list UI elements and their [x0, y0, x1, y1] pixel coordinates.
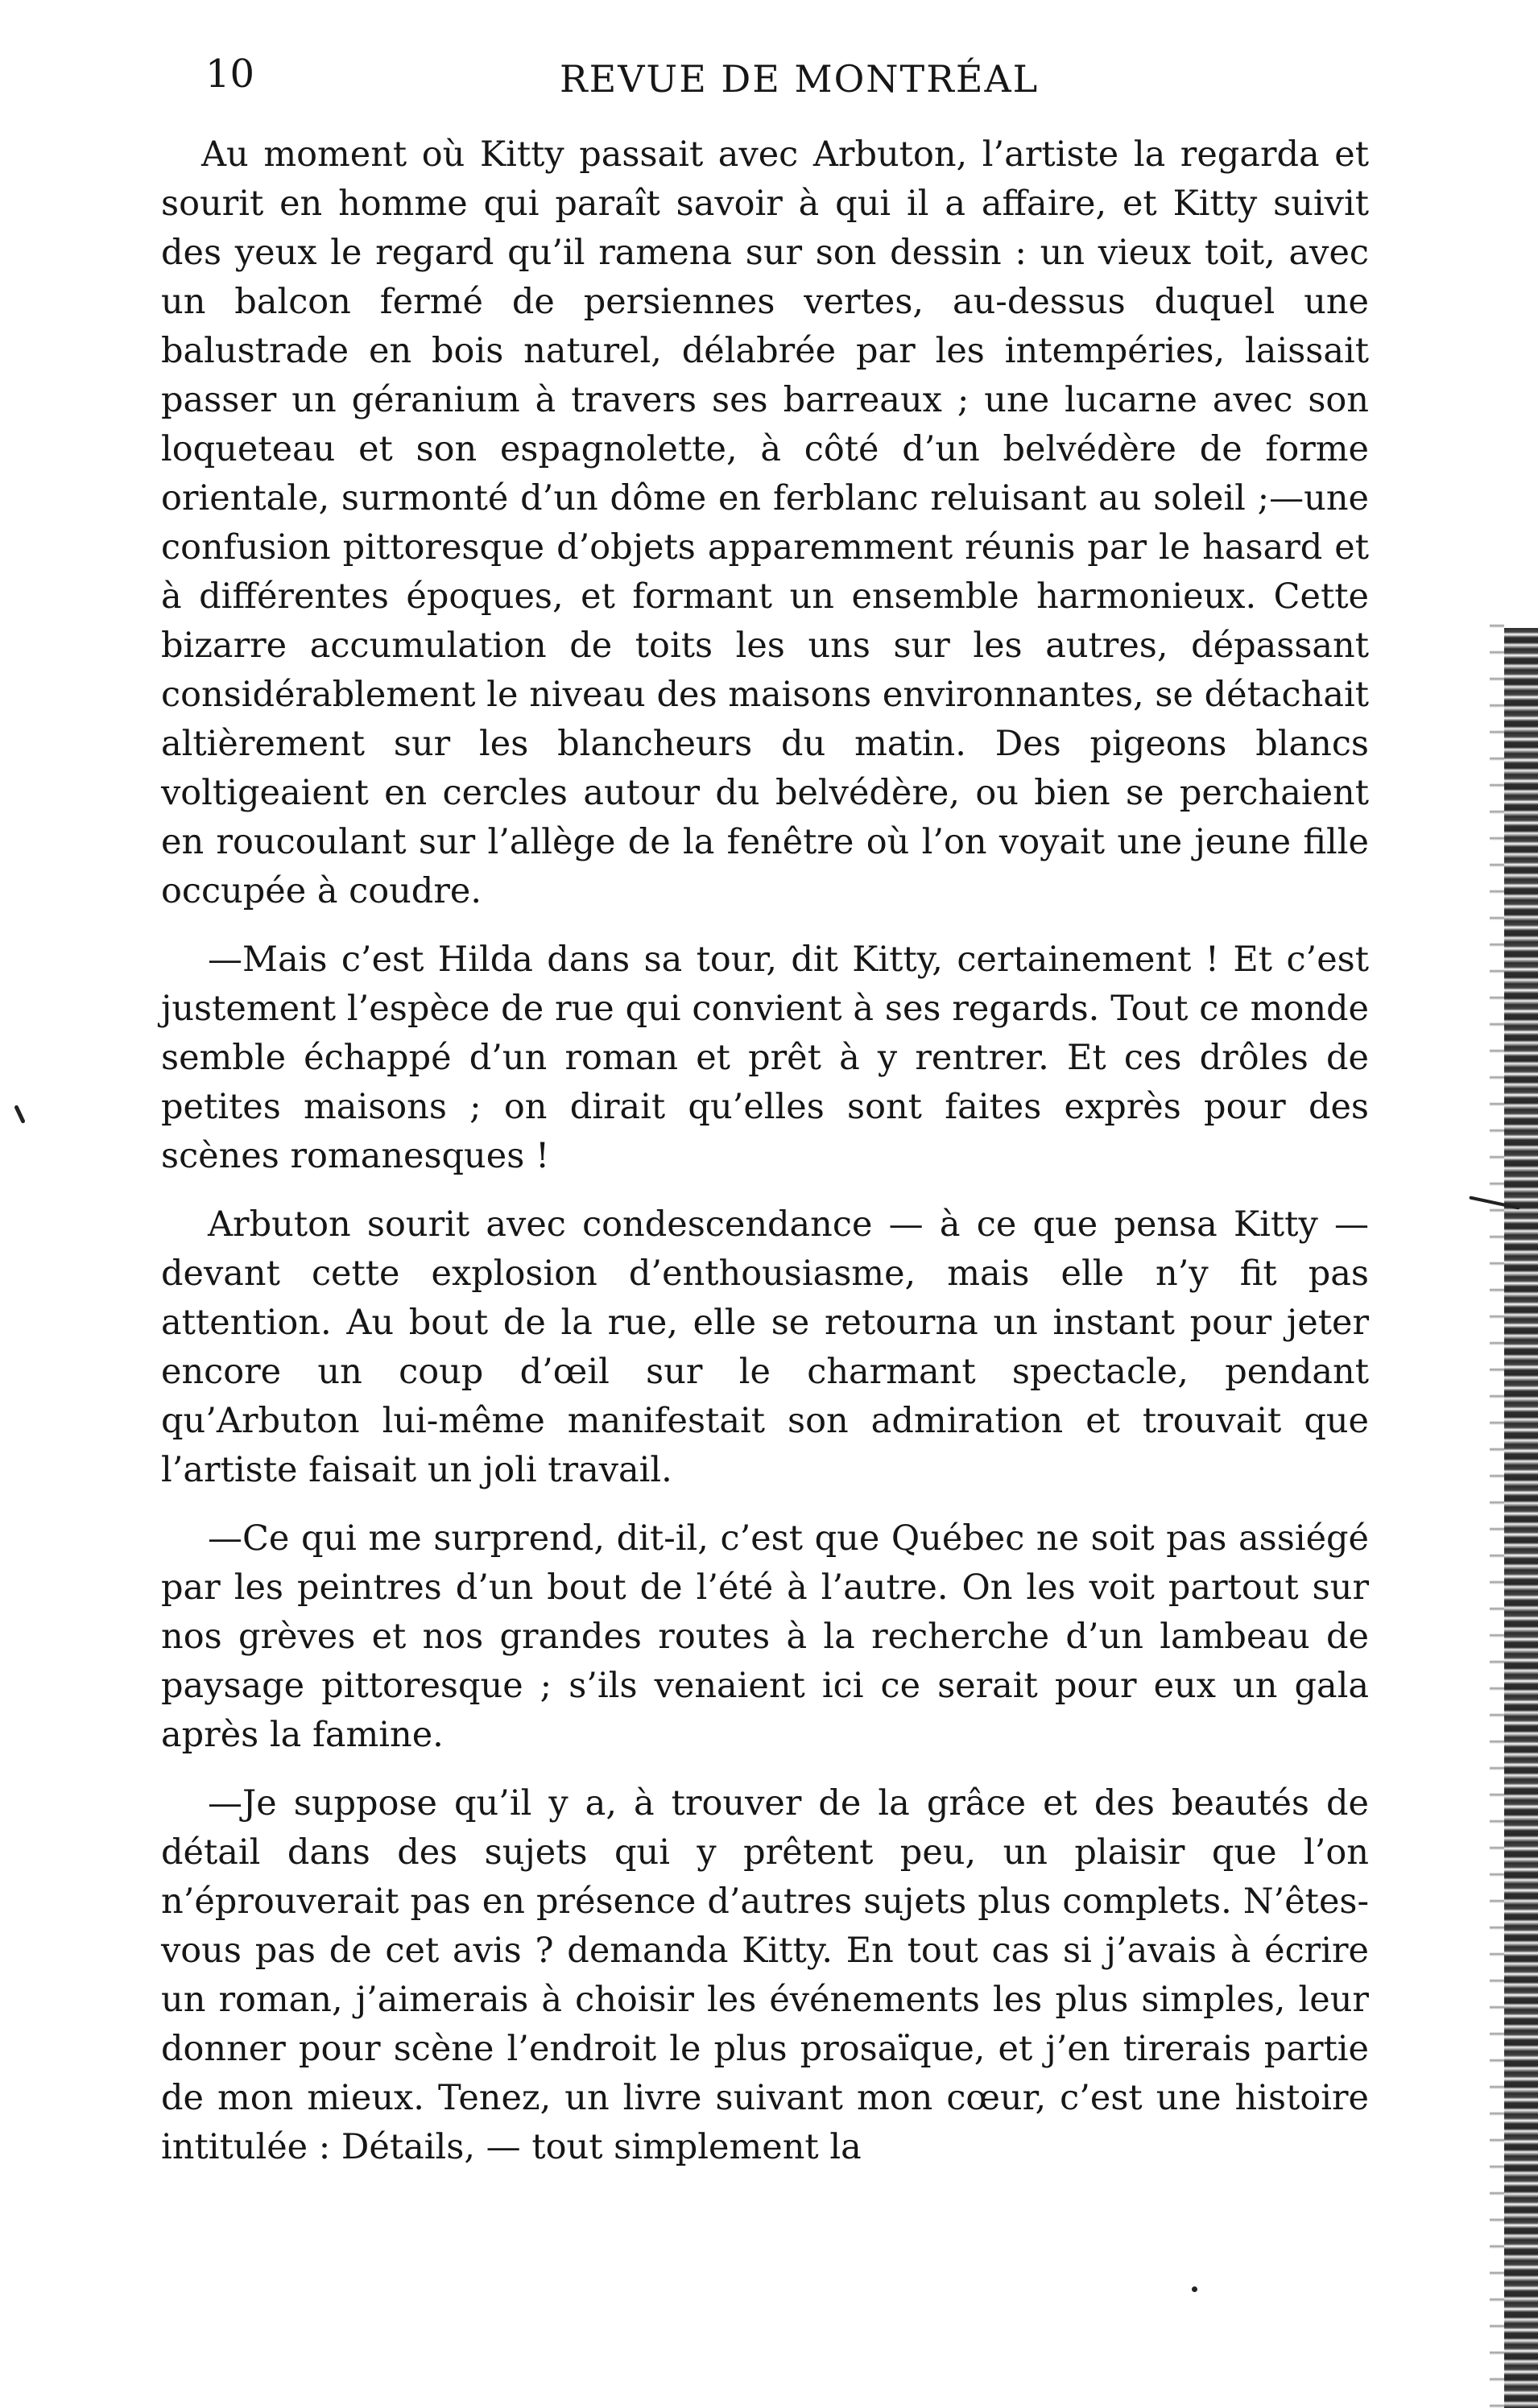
scan-mark-dot	[1192, 2286, 1197, 2292]
page-number: 10	[205, 52, 255, 97]
paragraph-4: —Ce qui me surprend, dit-il, c’est que Québec ne soit pas assiégé par les peintres d’un bout de l’été à l’autre. On les voit partout sur nos grèves et nos grandes routes à la recherche d’un lambeau de paysage pittoresque ; s’ils venaient ici ce serait pour eux un gala après la famine.	[161, 1518, 1369, 1755]
paragraph-3: Arbuton sourit avec condescendance — à ce que pensa Kitty — devant cette explosion d’enthousiasme, mais elle n’y fit pas attention. Au bout de la rue, elle se retourna un instant pour jeter encore un coup d’œil sur le charmant spectacle, pendant qu’Arbuton lui-même manifestait son admiration et trouvait que l’artiste faisait un joli travail.	[161, 1204, 1369, 1490]
running-title: REVUE DE MONTRÉAL	[560, 57, 1040, 101]
running-header	[205, 50, 1365, 106]
paragraph-2: —Mais c’est Hilda dans sa tour, dit Kitty, certainement ! Et c’est justement l’espèce de rue qui convient à ses regards. Tout ce monde semble échappé d’un roman et prêt à y rentrer. Et ces drôles de petites maisons ; on dirait qu’elles sont faites exprès pour des scènes romanesques !	[161, 940, 1369, 1176]
scan-mark-tick	[14, 1105, 26, 1124]
paragraph-5: —Je suppose qu’il y a, à trouver de la grâce et des beautés de détail dans des sujets qui y prêtent peu, un plaisir que l’on n’éprouverait pas en présence d’autres sujets plus complets. N’êtes-vous pas de cet avis ? demanda Kitty. En tout cas si j’avais à écrire un roman, j’aimerais à choisir les événements les plus simples, leur donner pour scène l’endroit le plus prosaïque, et j’en tirerais partie de mon mieux. Tenez, un livre suivant mon cœur, c’est une histoire intitulée : Détails, — tout simplement la	[161, 1783, 1369, 2167]
paragraph-1: Au moment où Kitty passait avec Arbuton, l’artiste la regarda et sourit en homme qui paraît savoir à qui il a affaire, et Kitty suivit des yeux le regard qu’il ramena sur son dessin : un vieux toit, avec un balcon fermé de persiennes vertes, au-dessus duquel une balustrade en bois naturel, délabrée par les intempéries, laissait passer un géranium à travers ses barreaux ; une lucarne avec son loqueteau et son espagnolette, à côté d’un belvédère de forme orientale, surmonté d’un dôme en ferblanc reluisant au soleil ;—une confusion pittoresque d’objets apparemment réunis par le hasard et à différentes époques, et formant un ensemble harmonieux. Cette bizarre accumulation de toits les uns sur les autres, dépassant considérablement le niveau des maisons environnantes, se détachait altièrement sur les blancheurs du matin. Des pigeons blancs voltigeaient en cercles autour du belvédère, ou bien se perchaient en roucoulant sur l’allège de la fenêtre où l’on voyait une jeune fille occupée à coudre.	[161, 134, 1369, 911]
scanner-edge-shadow	[1504, 628, 1538, 2408]
article-body	[161, 130, 1369, 2191]
scanner-shadow-inner	[1490, 612, 1504, 2408]
